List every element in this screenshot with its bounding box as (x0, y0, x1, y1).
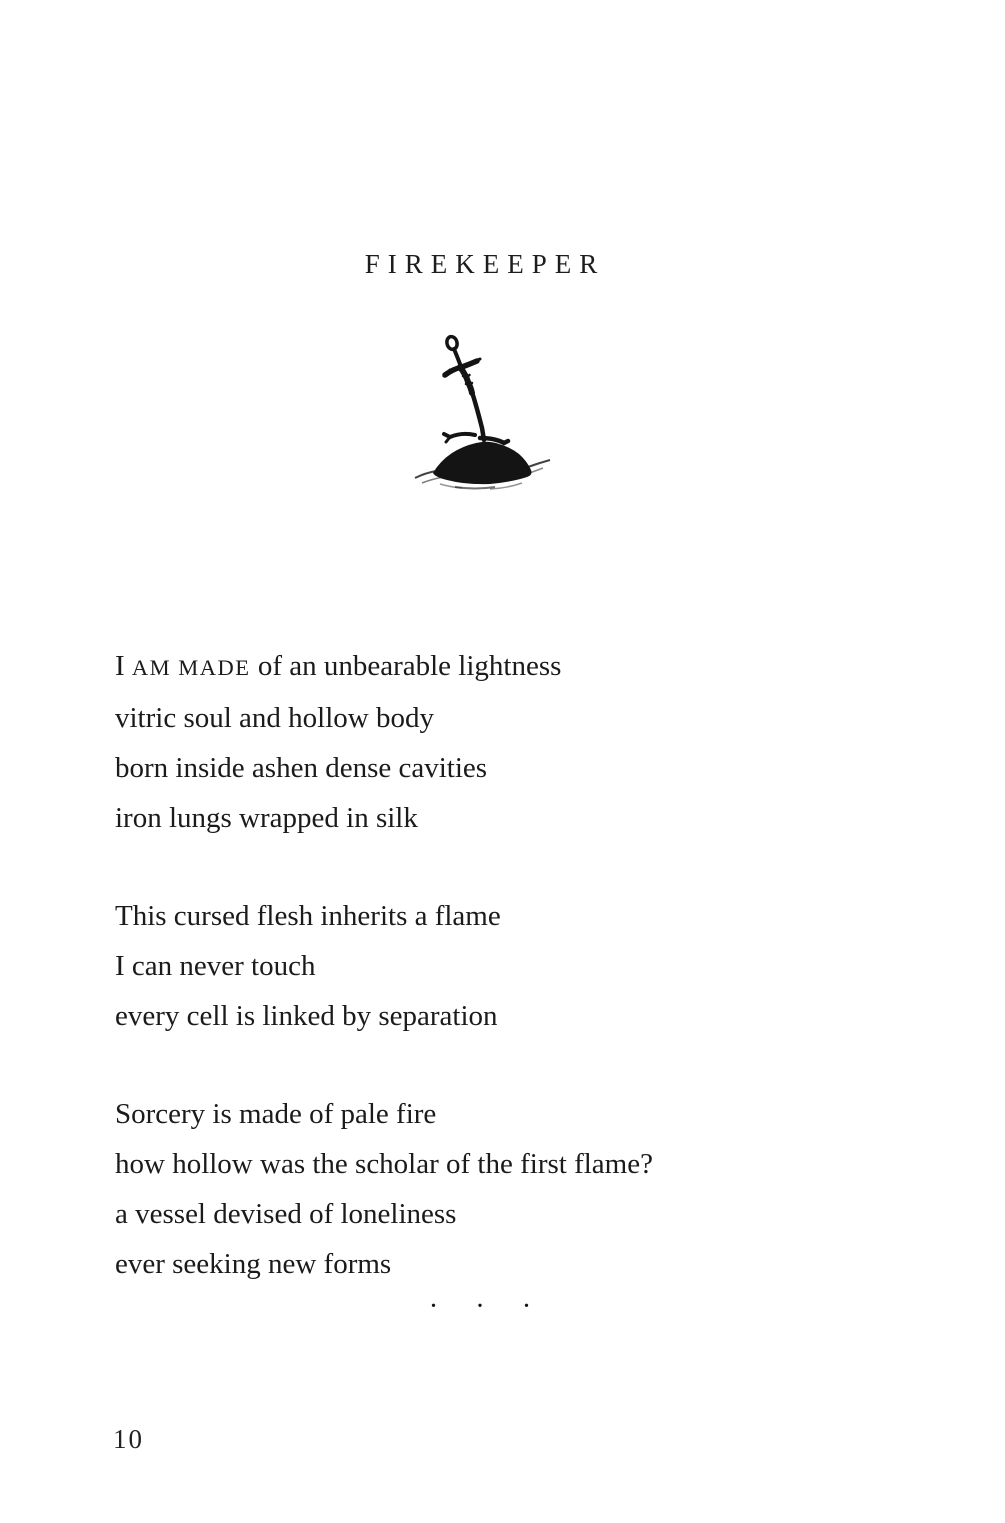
drop-initial: I (115, 650, 125, 682)
poem-line: iron lungs wrapped in silk (115, 802, 418, 834)
poem-line: born inside ashen dense cavities (115, 752, 488, 784)
page-number: 10 (113, 1424, 144, 1454)
poem-line: I can never touch (115, 950, 316, 982)
coiled-sword-icon (400, 320, 620, 500)
bonfire-sword-illustration (400, 320, 620, 500)
section-break-dots: . . . (430, 1288, 542, 1312)
poem-line (115, 641, 653, 693)
poem-line: how hollow was the scholar of the first flame? (115, 1148, 653, 1180)
stanza-1 (115, 641, 653, 843)
poem-line: This cursed flesh inherits a flame (115, 900, 501, 932)
poem-line: a vessel devised of loneliness (115, 1198, 457, 1230)
poem-line: Sorcery is made of pale fire (115, 1098, 437, 1130)
stanza-3 (115, 1089, 653, 1289)
poem-line: ever seeking new forms (115, 1248, 392, 1280)
poem-line: vitric soul and hollow body (115, 702, 434, 734)
poem-body (115, 641, 653, 1289)
small-caps-lead: AM MADE (131, 655, 251, 680)
stanza-2 (115, 891, 653, 1041)
poem-title: FIREKEEPER (364, 249, 606, 279)
poem-line: every cell is linked by separation (115, 1000, 498, 1032)
opening-rest: of an unbearable lightness (257, 650, 562, 682)
